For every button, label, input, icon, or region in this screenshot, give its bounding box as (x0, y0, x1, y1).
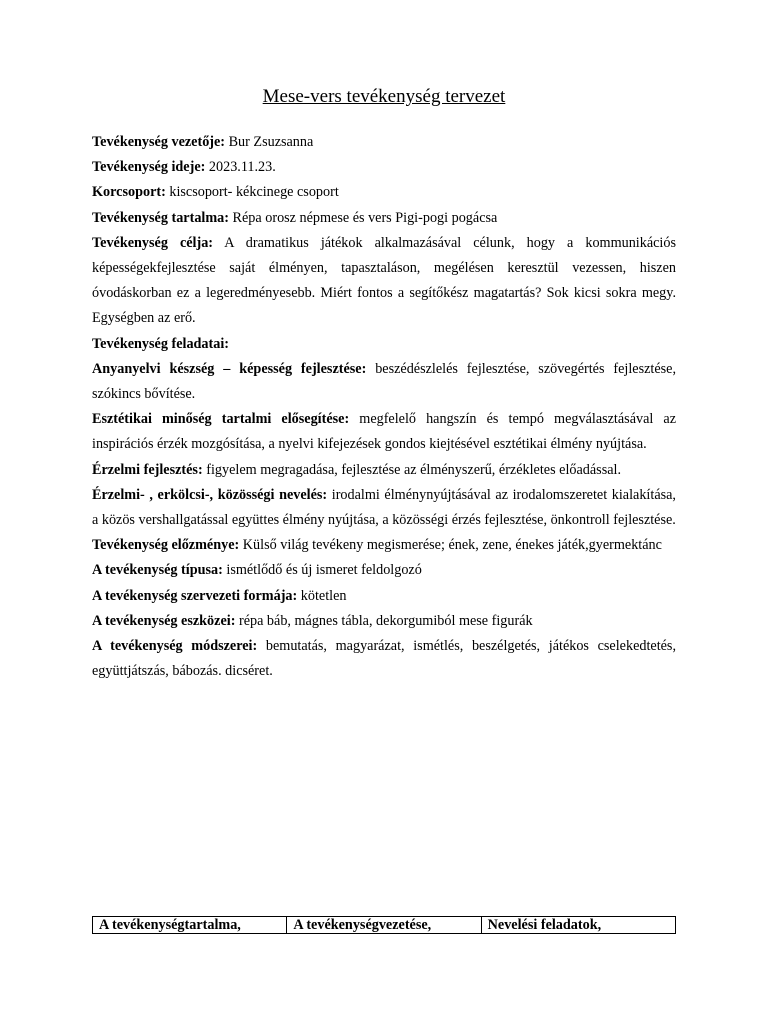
document-body (92, 130, 676, 684)
table-header-row (93, 917, 676, 934)
field-date (92, 155, 676, 180)
field-value: A dramatikus játékok alkalmazásával célunk, hogy a kommunikációs képességekfejlesztése saját élményen, tapasztaláson, megélésen keresztül vezessen, hiszen óvodáskorban ez a legeredményesebb. Miért fontos a segítőkész magatartás? Sok kicsi sokra megy. Egységben az erő. (92, 234, 676, 327)
field-moral-community (92, 483, 676, 533)
field-label: Tevékenység előzménye: (92, 537, 240, 554)
field-label: Tevékenység ideje: (92, 159, 206, 176)
field-label: Érzelmi- , erkölcsi-, közösségi nevelés: (92, 486, 328, 503)
field-prerequisite (92, 533, 676, 558)
field-value: Külső világ tevékeny megismerése; ének, zene, énekes játék,gyermektánc (239, 537, 662, 554)
field-label: Tevékenység feladatai: (92, 335, 230, 352)
field-label: Tevékenység célja: (92, 234, 214, 251)
field-value: bemutatás, magyarázat, ismétlés, beszélgetés, játékos cselekedtetés, együttjátszás, bábozás. dicséret. (92, 638, 677, 680)
field-label: A tevékenység eszközei: (92, 612, 236, 629)
page-title: Mese-vers tevékenység tervezet (262, 86, 506, 107)
field-methods (92, 634, 676, 684)
field-aesthetic (92, 407, 676, 457)
field-organisation (92, 584, 676, 609)
field-label: Esztétikai minőség tartalmi elősegítése: (92, 411, 350, 428)
field-language-skills (92, 357, 676, 407)
field-leader (92, 130, 676, 155)
field-label: Érzelmi fejlesztés: (92, 461, 203, 478)
field-label: Anyanyelvi készség – képesség fejlesztése: (92, 360, 367, 377)
field-value: répa báb, mágnes tábla, dekorgumiból mese figurák (235, 612, 533, 629)
field-value: kötetlen (297, 587, 347, 604)
field-value: Bur Zsuzsanna (225, 134, 314, 150)
field-emotional (92, 458, 676, 483)
field-tasks (92, 332, 676, 357)
field-value: beszédészlelés fejlesztése, szövegértés fejlesztése, szókincs bővítése. (92, 360, 676, 403)
field-content (92, 206, 676, 231)
field-label: Tevékenység tartalma: (92, 209, 229, 226)
field-tools (92, 609, 676, 634)
field-age-group (92, 180, 676, 205)
field-label: A tevékenység módszerei: (92, 638, 258, 655)
field-label: Korcsoport: (92, 184, 166, 201)
field-value: irodalmi élménynyújtásával az irodalomszeretet kialakítása, a közös vershallgatással együttes élmény nyújtása, a közösségi érzés fejlesztése, önkontroll fejlesztése. (92, 486, 676, 529)
field-goal (92, 231, 676, 332)
field-value: figyelem megragadása, fejlesztése az élményszerű, érzékletes előadással. (202, 461, 622, 478)
table-header-cell: Nevelési feladatok, (481, 917, 675, 934)
table-header-cell: A tevékenységvezetése, (287, 917, 481, 934)
field-value: kiscsoport- kékcinege csoport (165, 184, 339, 201)
field-value: Répa orosz népmese és vers Pigi-pogi pogácsa (229, 209, 498, 226)
activity-table (92, 916, 676, 934)
field-type (92, 558, 676, 583)
field-label: A tevékenység szervezeti formája: (92, 587, 298, 604)
field-label: Tevékenység vezetője: (92, 134, 226, 150)
field-value: megfelelő hangszín és tempó megválasztásával az inspirációs érzék mozgósítása, a nyelvi kifejezések gondos kiejtésével esztétikai élmény nyújtása. (92, 411, 676, 453)
field-value: ismétlődő és új ismeret feldolgozó (222, 562, 422, 579)
table-header-cell: A tevékenységtartalma, (93, 917, 287, 934)
field-value: 2023.11.23. (205, 159, 276, 176)
field-label: A tevékenység típusa: (92, 562, 223, 579)
